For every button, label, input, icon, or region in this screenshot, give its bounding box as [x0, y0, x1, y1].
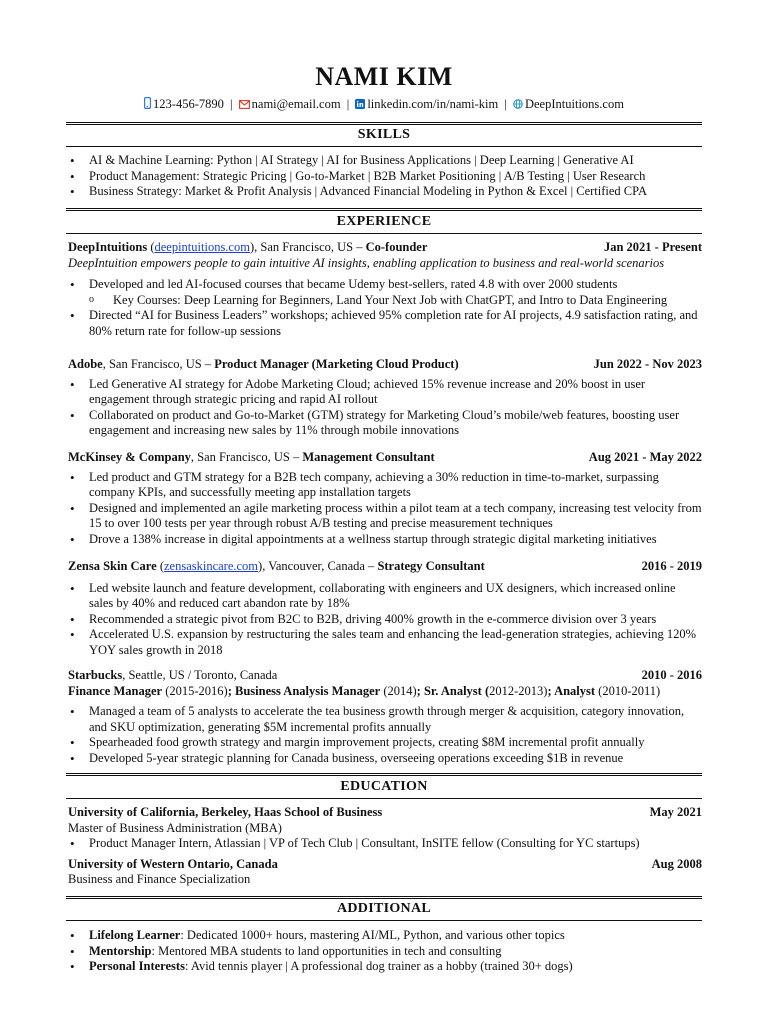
- school-date: May 2021: [649, 805, 702, 819]
- additional-label: Mentorship: [89, 943, 152, 958]
- school-bullet: • Product Manager Intern, Atlassian | VP of Tech Club | Consultant, InSITE fellow (Consulting for YC startups): [68, 836, 702, 852]
- separator: |: [346, 97, 350, 111]
- job-adobe: [68, 357, 702, 439]
- job-bullet: • Developed 5-year strategic planning for Canada business, overseeing operations exceeding $1B in revenue: [68, 751, 702, 767]
- job-dates: 2010 - 2016: [641, 668, 702, 682]
- email-address[interactable]: nami@email.com: [251, 97, 341, 111]
- degree: Business and Finance Specialization: [68, 872, 251, 887]
- skill-item: • Product Management: Strategic Pricing | Go-to-Market | B2B Market Positioning | A/B Testing | User Research: [68, 169, 702, 185]
- school-name: University of Western Ontario, Canada: [68, 856, 278, 871]
- job-title-line: [68, 450, 435, 466]
- role-title: Finance Manager: [68, 683, 163, 698]
- job-sub-bullet: o Key Courses: Deep Learning for Beginners, Land Your Next Job with ChatGPT, and Intro to Data Engineering: [68, 293, 702, 309]
- skills-list: [68, 153, 702, 200]
- separator: |: [504, 97, 507, 111]
- email-icon: [239, 100, 250, 109]
- job-bullet: • Managed a team of 5 analysts to accelerate the tea business growth through merger & acquisition, category innovation, and SKU optimization, generating $5M incremental profits annually: [68, 704, 702, 735]
- job-header: [68, 450, 702, 466]
- section-divider: [66, 773, 702, 774]
- job-deepintuitions: [68, 240, 702, 340]
- company-name: McKinsey & Company: [68, 450, 191, 464]
- section-divider: [66, 775, 702, 776]
- job-header: [68, 240, 702, 256]
- school-header: [68, 857, 702, 873]
- additional-list: [68, 928, 702, 975]
- school-date: Aug 2008: [651, 856, 702, 871]
- job-bullets: [68, 377, 702, 439]
- school-header: [68, 805, 702, 821]
- company-link[interactable]: deepintuitions.com: [154, 240, 250, 254]
- role-title: Business Analysis Manager: [235, 683, 381, 698]
- job-location: , Seattle, US / Toronto, Canada: [122, 668, 278, 682]
- job-header: [68, 357, 702, 373]
- job-role: Strategy Consultant: [377, 559, 485, 573]
- role-years: (2014): [380, 683, 417, 698]
- job-role: Product Manager (Marketing Cloud Product): [214, 357, 459, 371]
- additional-heading: ADDITIONAL: [336, 901, 431, 916]
- website-url[interactable]: DeepIntuitions.com: [524, 97, 624, 111]
- school-bullets: [68, 836, 702, 852]
- section-divider: [66, 210, 702, 211]
- job-bullet: • Directed “AI for Business Leaders” workshops; achieved 95% completion rate for AI projects, 4.9 satisfaction rating, and 80% return rate for follow-up sessions: [68, 308, 702, 339]
- contact-line: [0, 96, 768, 112]
- job-bullets: [68, 470, 702, 548]
- role-title: Analyst: [554, 683, 596, 698]
- job-location: , Vancouver, Canada –: [262, 559, 378, 573]
- section-divider: [66, 233, 702, 234]
- role-years: (2015-2016): [162, 683, 228, 698]
- section-divider: [66, 208, 702, 209]
- additional-label: Lifelong Learner: [89, 928, 181, 942]
- job-header: [68, 559, 702, 575]
- job-mckinsey: [68, 450, 702, 548]
- role-title: Sr. Analyst (: [423, 683, 490, 698]
- job-dates: Jun 2022 - Nov 2023: [593, 357, 702, 371]
- job-location: , San Francisco, US –: [102, 357, 215, 371]
- phone-number: 123-456-7890: [153, 97, 224, 111]
- job-bullet: • Collaborated on product and Go-to-Market (GTM) strategy for Marketing Cloud’s mobile/web features, boosting user engagement and increasing new sales by 11% through mobile innovations: [68, 408, 702, 439]
- job-bullet: • Led product and GTM strategy for a B2B tech company, achieving a 30% reduction in time-to-market, surpassing company KPIs, and successfully meeting app installation targets: [68, 470, 702, 501]
- job-dates: 2016 - 2019: [641, 559, 702, 573]
- school-name: University of California, Berkeley, Haas School of Business: [68, 805, 383, 819]
- skill-item: • AI & Machine Learning: Python | AI Strategy | AI for Business Applications | Deep Learning | Generative AI: [68, 153, 702, 169]
- separator: |: [230, 97, 233, 111]
- job-zensa: [68, 559, 702, 659]
- role-years: 2012-2013): [489, 683, 548, 698]
- job-dates: Aug 2021 - May 2022: [588, 450, 702, 464]
- company-description: DeepIntuition empowers people to gain intuitive AI insights, enabling application to business and real-world scenarios: [68, 255, 665, 270]
- job-role: Management Consultant: [302, 450, 435, 464]
- company-name: Adobe: [68, 357, 103, 371]
- linkedin-icon: [355, 99, 365, 109]
- skill-item: • Business Strategy: Market & Profit Analysis | Advanced Financial Modeling in Python & Excel | Certified CPA: [68, 184, 702, 200]
- job-header: [68, 668, 702, 684]
- section-divider: [66, 122, 702, 123]
- candidate-name: NAMI KIM: [315, 62, 453, 91]
- section-divider: [66, 146, 702, 147]
- education-section: [68, 805, 702, 888]
- additional-item: • Lifelong Learner: Dedicated 1000+ hours, mastering AI/ML, Python, and various other topics: [68, 928, 702, 944]
- additional-section: [68, 928, 702, 975]
- job-title-line: Zensa Skin Care (zensaskincare.com), Vancouver, Canada – Strategy Consultant: [68, 559, 485, 573]
- job-bullets: [68, 581, 702, 659]
- job-location: , San Francisco, US –: [254, 240, 366, 254]
- skills-section: [68, 153, 702, 200]
- company-name: Starbucks: [68, 668, 123, 682]
- linkedin-url[interactable]: linkedin.com/in/nami-kim: [367, 97, 499, 111]
- degree: Master of Business Administration (MBA): [68, 820, 282, 835]
- job-bullet: • Accelerated U.S. expansion by restructuring the sales team and enhancing the lead-generation strategies, achieving 120% YOY sales growth in 2018: [68, 627, 702, 658]
- job-title-line: DeepIntuitions (deepintuitions.com), San Francisco, US – Co-founder: [68, 240, 428, 254]
- section-divider: [66, 896, 702, 897]
- job-bullet: • Led website launch and feature development, collaborating with engineers and UX designers, which increased online sales by 40% and reduced cart abandon rate by 18%: [68, 581, 702, 612]
- experience-heading: EXPERIENCE: [336, 214, 432, 229]
- job-bullets: [68, 277, 702, 339]
- section-divider: [66, 798, 702, 799]
- job-bullets: [68, 704, 702, 766]
- section-divider: [66, 898, 702, 899]
- job-title-line: [68, 357, 459, 373]
- section-divider: [66, 920, 702, 921]
- additional-label: Personal Interests: [89, 959, 185, 974]
- job-bullet: • Designed and implemented an agile marketing process within a pilot team at a tech company, increasing test velocity from 15 to over 100 tests per year through robust A/B testing and precise measurement techniques: [68, 501, 702, 532]
- job-bullet: • Led Generative AI strategy for Adobe Marketing Cloud; achieved 15% revenue increase and 20% boost in user engagement through strategic pricing and rapid AI rollout: [68, 377, 702, 408]
- phone-icon: [144, 97, 151, 109]
- globe-icon: [513, 99, 523, 109]
- education-heading: EDUCATION: [340, 779, 428, 794]
- company-name: Zensa Skin Care: [68, 559, 157, 573]
- job-location: , San Francisco, US –: [190, 450, 303, 464]
- job-dates: Jan 2021 - Present: [603, 240, 702, 254]
- skills-heading: SKILLS: [357, 127, 411, 142]
- company-name: DeepIntuitions: [68, 240, 148, 254]
- role-years: (2010-2011): [595, 683, 661, 698]
- company-link[interactable]: zensaskincare.com: [163, 559, 259, 573]
- job-title-line: [68, 668, 277, 684]
- additional-item: • Mentorship: Mentored MBA students to land opportunities in tech and consulting: [68, 944, 702, 960]
- job-bullet: • Developed and led AI-focused courses that became Udemy best-sellers, rated 4.8 with over 2000 students: [68, 277, 702, 293]
- job-starbucks: [68, 668, 702, 767]
- section-divider: [66, 124, 702, 125]
- additional-item: • Personal Interests: Avid tennis player | A professional dog trainer as a hobby (trained 30+ dogs): [68, 959, 702, 975]
- job-role: Co-founder: [365, 240, 428, 254]
- role-history: Finance Manager (2015-2016); Business Analysis Manager (2014); Sr. Analyst (2012-2013); Analyst (2010-2011): [68, 683, 661, 698]
- job-bullet: • Drove a 138% increase in digital appointments at a wellness startup through strategic digital marketing initiatives: [68, 532, 702, 548]
- job-bullet: • Spearheaded food growth strategy and margin improvement projects, creating $8M incremental profit annually: [68, 735, 702, 751]
- job-bullet: • Recommended a strategic pivot from B2C to B2B, driving 400% growth in the e-commerce division over 3 years: [68, 612, 702, 628]
